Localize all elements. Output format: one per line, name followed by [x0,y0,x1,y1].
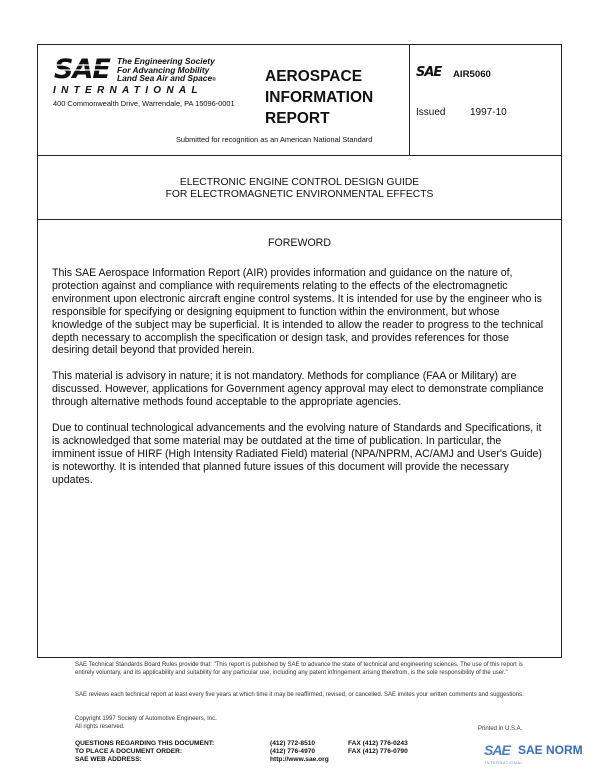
review-note: SAE reviews each technical report at least every five years at which time it may be reaffirmed, revised, or cancelled. SAE invites your written comments and suggestions. [75,692,524,698]
society-line-2: For Advancing Mobility [117,64,210,75]
society-lines [117,57,216,85]
title-line-2: FOR ELECTROMAGNETIC ENVIRONMENTAL EFFECTS [165,189,434,200]
contact-label: SAE WEB ADDRESS: [75,756,142,763]
contact-value: (412) 776-4970 [270,748,316,755]
contact-row [75,756,435,764]
watermark [484,742,596,774]
contact-fax: FAX (412) 776-0243 [348,740,408,747]
contact-value: (412) 772-8510 [270,740,316,747]
report-type-line-3: REPORT [265,110,330,127]
sae-logo-text: SAE [54,54,110,82]
report-type-line-2: INFORMATION [265,89,374,106]
contact-label: TO PLACE A DOCUMENT ORDER: [75,748,183,755]
contact-table [75,740,435,764]
sae-logo [52,52,122,82]
foreword-paragraph-3: Due to continual technological advancements and the evolving nature of Standards and Specifications, it is acknowledged that some material may be outdated at the time of publication. In particular, the imminent issue of HIRF (High Intensity Radiated Field) material (NPA/NPRM, AC/AMJ and User's Guide) is noteworthy. It is intended that planned future issues of this document will provide the necessary updates. [52,422,542,486]
foreword-paragraph-1: This SAE Aerospace Information Report (AIR) provides information and guidance on the nature of, protection against and compliance with requirements relating to the effects of the electromagnetic environment upon electronic aircraft engine control systems. It is intended for use by the engineer who is responsible for specifying or designing equipment to function within the environment, but whose knowledge of the subject may be superficial. It is intended to allow the reader to progress to the technical depth necessary to accomplish the specification or design task, and provides references for those desiring detail beyond that provided herein. [52,267,544,357]
foreword-heading: FOREWORD [268,237,331,249]
report-type [265,66,373,129]
watermark-text: SAE NORM [518,743,583,757]
issued-date: 1997-10 [470,107,507,118]
rights: All rights reserved. [75,724,125,730]
contact-row [75,740,435,748]
sae-logo-graphic [52,52,122,82]
watermark-logo: SAE [484,742,510,758]
contact-label: QUESTIONS REGARDING THIS DOCUMENT: [75,740,215,747]
copyright: Copyright 1997 Society of Automotive Engineers, Inc. [75,716,217,722]
address: 400 Commonwealth Drive, Warrendale, PA 15096-0001 [53,99,235,108]
issued-label: Issued [416,107,446,118]
title-divider [37,219,562,220]
small-sae-logo: SAE [416,65,442,80]
international-label: INTERNATIONAL [53,85,203,96]
doc-number: AIR5060 [453,69,491,80]
report-type-line-1: AEROSPACE [265,68,363,85]
rules-note: SAE Technical Standards Board Rules provide that: "This report is published by SAE to advance the state of technical and engineering sciences. The use of this report is entirely voluntary, and its applicability and suitability for any particular use, including any patent infringement arising therefrom, is the sole responsibility of the user." [75,662,523,676]
watermark-sub: INTERNATIONAL [485,760,524,765]
contact-value[interactable]: http://www.sae.org [270,756,329,763]
society-line-1: The Engineering Society [117,56,215,66]
document-title [37,177,562,201]
printed-location: Printed in U.S.A. [478,726,523,732]
contact-fax: FAX (412) 776-0790 [348,748,408,755]
society-line-3: Land Sea Air and Space® [117,73,216,83]
title-line-1: ELECTRONIC ENGINE CONTROL DESIGN GUIDE [179,177,420,188]
submitted-note: Submitted for recognition as an American National Standard [176,135,373,144]
header-divider [37,155,562,156]
foreword-body [52,267,547,487]
header-vertical-divider [409,44,410,155]
contact-row [75,748,435,756]
foreword-paragraph-2: This material is advisory in nature; it is not mandatory. Methods for compliance (FAA or Military) are discussed. However, applications for Government agency approval may elect to demonstrate compliance through alternative methods found acceptable to the appropriate agencies. [52,370,544,409]
